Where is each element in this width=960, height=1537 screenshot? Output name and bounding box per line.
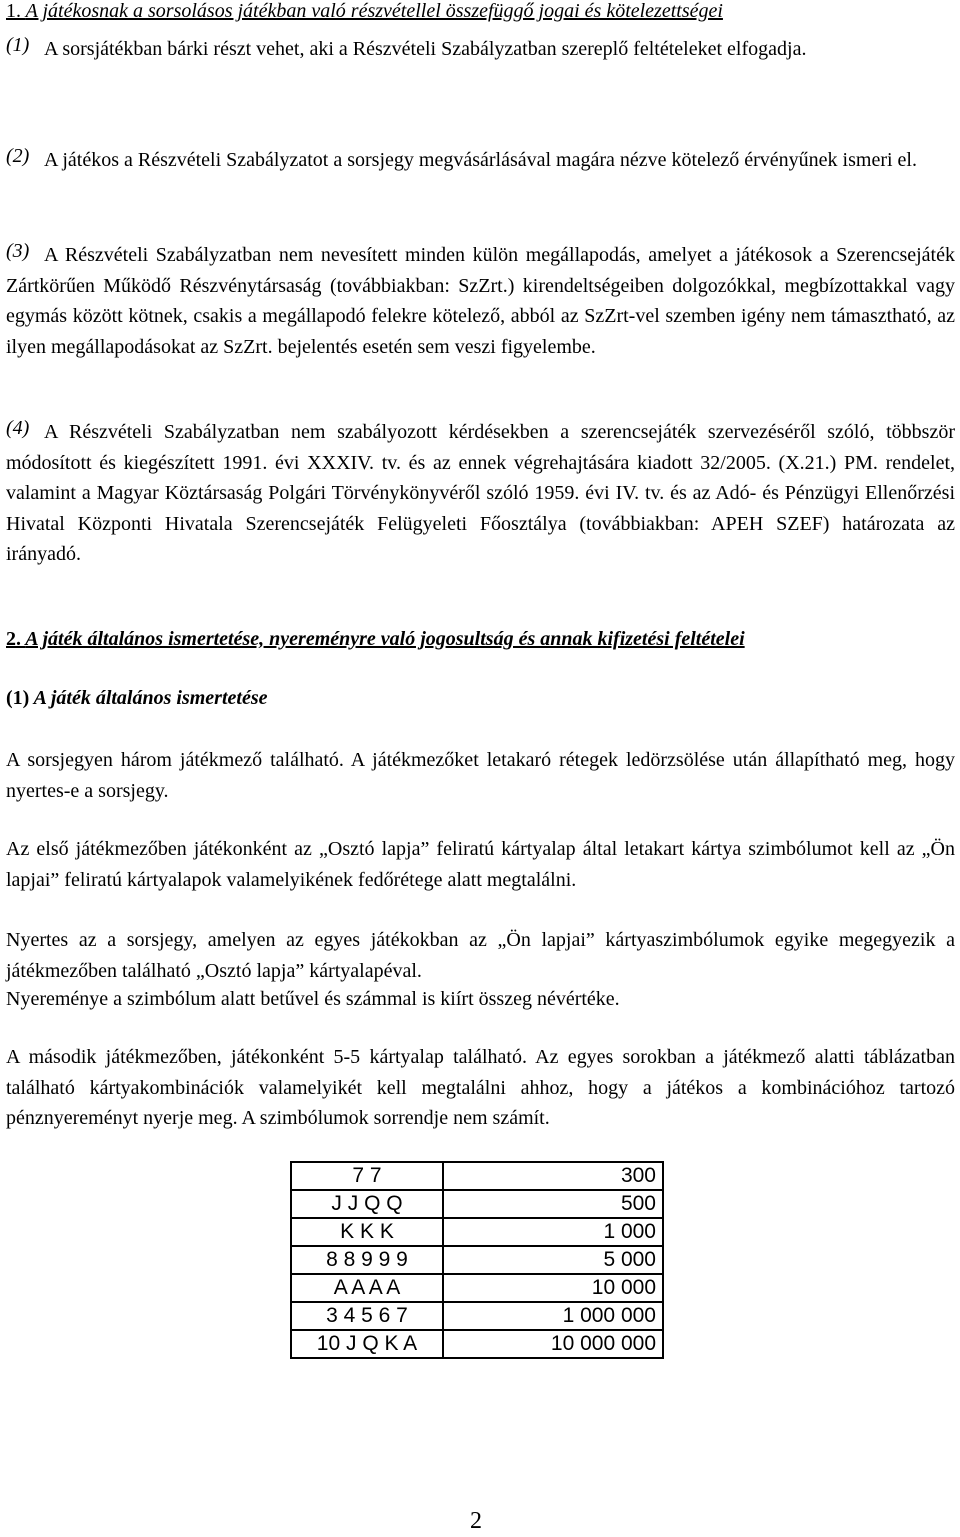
card-combination-cell: 8 8 9 9 9 <box>291 1246 443 1274</box>
prize-amount-cell: 1 000 <box>443 1218 663 1246</box>
paragraph-3-text: A Részvételi Szabályzatban nem nevesített minden külön megállapodás, amelyet a játékosok a Szerencsejáték Zártkörűen Működő Részvénytársaság (továbbiakban: SzZrt.) kirendeltségeiben dolgozókkal, megbízottakkal vagy egymás között kötnek, csakis a megállapodó felekre kötelező, abból az SzZrt-vel szemben igény nem támasztható, az ilyen megállapodásokat az SzZrt. bejelentés esetén sem veszi figyelembe. <box>6 244 955 358</box>
paragraph-3-label: (3) <box>6 240 30 262</box>
card-combination-cell: J J Q Q <box>291 1190 443 1218</box>
prize-table-row <box>291 1330 663 1358</box>
paragraph-4-label: (4) <box>6 417 30 439</box>
card-combination-cell: 7 7 <box>291 1162 443 1190</box>
prize-amount-cell: 10 000 <box>443 1274 663 1302</box>
prize-table-row <box>291 1190 663 1218</box>
body-paragraph: Nyertes az a sorsjegy, amelyen az egyes játékokban az „Ön lapjai” kártyaszimbólumok egyike megegyezik a játékmezőben található „Osztó lapja” kártyalapéval. <box>6 929 955 982</box>
section-2-title: A játék általános ismertetése, nyereményre való jogosultság és annak kifizetési feltételei <box>25 628 745 650</box>
card-combination-cell: 3 4 5 6 7 <box>291 1302 443 1330</box>
prize-table-row <box>291 1162 663 1190</box>
body-paragraph: A sorsjegyen három játékmező található. A játékmezőket letakaró rétegek ledörzsölése után állapítható meg, hogy nyertes-e a sorsjegy. <box>6 749 955 802</box>
section-2-heading <box>6 628 745 651</box>
paragraph-1-label: (1) <box>6 34 30 56</box>
paragraph-2-label: (2) <box>6 145 30 167</box>
section-1-title: A játékosnak a sorsolásos játékban való részvétellel összefüggő jogai és kötelezettségei <box>25 0 723 22</box>
prize-table-row <box>291 1274 663 1302</box>
prize-table-row <box>291 1218 663 1246</box>
body-paragraph: Nyereménye a szimbólum alatt betűvel és számmal is kiírt összeg névértéke. <box>6 988 620 1010</box>
prize-table-row <box>291 1302 663 1330</box>
prize-amount-cell: 5 000 <box>443 1246 663 1274</box>
subsection-1-label: (1) <box>6 687 30 709</box>
prize-amount-cell: 500 <box>443 1190 663 1218</box>
section-1-heading <box>6 0 723 23</box>
page-number: 2 <box>470 1508 482 1534</box>
prize-amount-cell: 1 000 000 <box>443 1302 663 1330</box>
card-combination-cell: 10 J Q K A <box>291 1330 443 1358</box>
paragraph-2-text: A játékos a Részvételi Szabályzatot a sorsjegy megvásárlásával magára nézve kötelező érvényűnek ismeri el. <box>44 149 917 171</box>
subsection-1-title: A játék általános ismertetése <box>33 687 268 709</box>
prize-table-row <box>291 1246 663 1274</box>
prize-amount-cell: 10 000 000 <box>443 1330 663 1358</box>
prize-amount-cell: 300 <box>443 1162 663 1190</box>
prize-table <box>290 1161 664 1359</box>
paragraph-1-text: A sorsjátékban bárki részt vehet, aki a Részvételi Szabályzatban szereplő feltételeket elfogadja. <box>44 38 807 60</box>
body-paragraph: Az első játékmezőben játékonként az „Osztó lapja” feliratú kártyalap által letakart kártya szimbólumot kell az „Ön lapjai” feliratú kártyalapok valamelyikének fedőrétege alatt megtalálni. <box>6 838 955 891</box>
body-paragraph: A második játékmezőben, játékonként 5-5 kártyalap található. Az egyes sorokban a játékmező alatti táblázatban található kártyakombinációk valamelyikét kell megtalálni ahhoz, hogy a játékos a kombinációhoz tartozó pénznyereményt nyerje meg. A szimbólumok sorrendje nem számít. <box>6 1046 955 1129</box>
paragraph-4-text: A Részvételi Szabályzatban nem szabályozott kérdésekben a szerencsejáték szervezéséről szóló, többször módosított és kiegészített 1991. évi XXXIV. tv. és az ennek végrehajtására kiadott 32/2005. (X.21.) PM. rendelet, valamint a Magyar Köztársaság Polgári Törvénykönyvéről szóló 1959. évi IV. tv. és az Adó- és Pénzügyi Ellenőrzési Hivatal Központi Hivatala Szerencsejáték Felügyeleti Főosztálya (továbbiakban: APEH SZEF) határozata az irányadó. <box>6 421 955 565</box>
card-combination-cell: A A A A <box>291 1274 443 1302</box>
card-combination-cell: K K K <box>291 1218 443 1246</box>
section-1-number: 1. <box>6 0 21 22</box>
section-2-number: 2. <box>6 628 21 650</box>
subsection-1-heading <box>6 687 267 710</box>
